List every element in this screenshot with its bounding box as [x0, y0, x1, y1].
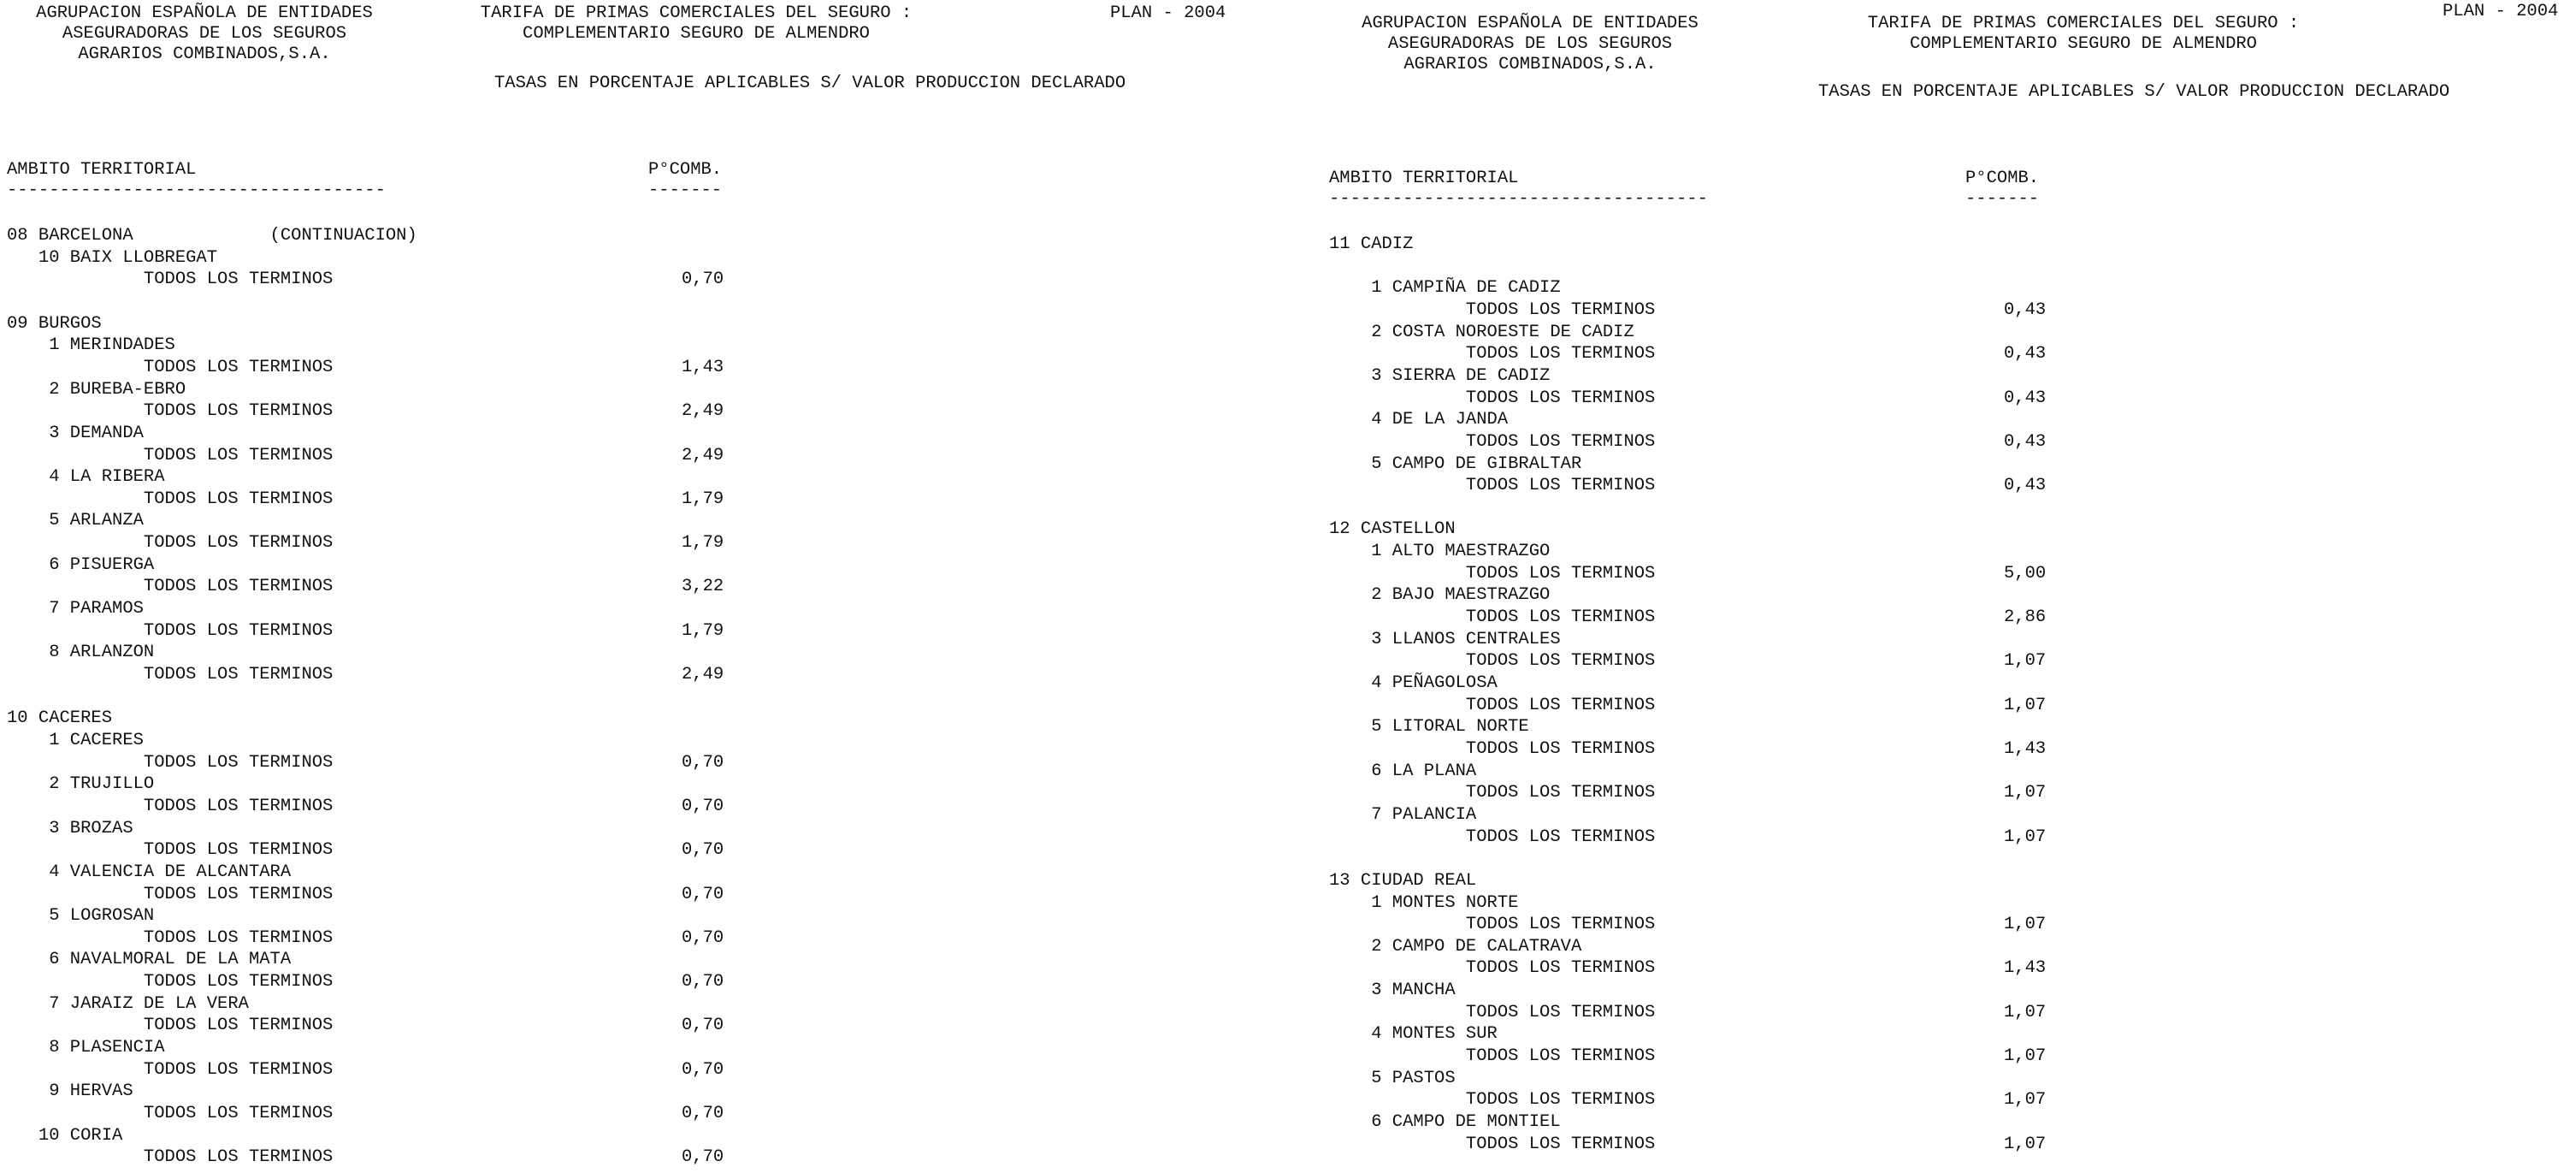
- territory-line: 5 LITORAL NORTE: [1329, 717, 1529, 737]
- municipality-line: TODOS LOS TERMINOS: [1329, 783, 1656, 803]
- rate-value: 0,43: [2004, 344, 2047, 364]
- company-header: AGRUPACION ESPAÑOLA DE ENTIDADES ASEGURADORAS DE LOS SEGUROS AGRARIOS COMBINADOS,S.A.: [1362, 14, 1699, 74]
- rate-value: 1,07: [2004, 1134, 2047, 1154]
- territory-line: 09 BURGOS: [7, 314, 102, 334]
- rate-value: 0,70: [682, 1016, 724, 1035]
- tariff-title: TARIFA DE PRIMAS COMERCIALES DEL SEGURO : COMPLEMENTARIO SEGURO DE ALMENDRO: [1867, 14, 2300, 54]
- territory-line: 3 BROZAS: [7, 819, 133, 838]
- municipality-line: TODOS LOS TERMINOS: [7, 533, 334, 553]
- territory-line: 5 LOGROSAN: [7, 906, 155, 926]
- territory-line: 4 PEÑAGOLOSA: [1329, 673, 1498, 693]
- municipality-line: TODOS LOS TERMINOS: [7, 270, 334, 289]
- rate-value: 2,49: [682, 446, 724, 465]
- territory-line: 5 PASTOS: [1329, 1069, 1456, 1088]
- rate-value: 0,70: [682, 840, 724, 860]
- municipality-line: TODOS LOS TERMINOS: [7, 621, 334, 641]
- territory-line: 7 JARAIZ DE LA VERA: [7, 994, 249, 1014]
- territory-line: 10 CORIA: [7, 1126, 123, 1146]
- territory-line: 2 COSTA NOROESTE DE CADIZ: [1329, 323, 1634, 342]
- territory-line: 9 HERVAS: [7, 1081, 133, 1101]
- territory-line: 11 CADIZ: [1329, 234, 1414, 254]
- territory-line: 2 CAMPO DE CALATRAVA: [1329, 937, 1582, 957]
- rate-value: 1,07: [2004, 827, 2047, 847]
- municipality-line: TODOS LOS TERMINOS: [7, 1060, 334, 1080]
- rates-subtitle: TASAS EN PORCENTAJE APLICABLES S/ VALOR PRODUCCION DECLARADO: [494, 74, 1126, 93]
- territory-line: 3 DEMANDA: [7, 424, 144, 443]
- territory-line: 2 BAJO MAESTRAZGO: [1329, 585, 1551, 605]
- territory-line: 5 ARLANZA: [7, 511, 144, 530]
- territory-line: 1 MERINDADES: [7, 335, 175, 355]
- territory-line: 3 LLANOS CENTRALES: [1329, 630, 1561, 649]
- column-header-ambito: AMBITO TERRITORIAL: [1329, 169, 1519, 188]
- municipality-line: TODOS LOS TERMINOS: [1329, 958, 1656, 978]
- page-right: [1326, 0, 2576, 1173]
- municipality-line: TODOS LOS TERMINOS: [1329, 1090, 1656, 1110]
- territory-line: 7 PARAMOS: [7, 599, 144, 619]
- municipality-line: TODOS LOS TERMINOS: [1329, 696, 1656, 715]
- municipality-line: TODOS LOS TERMINOS: [7, 358, 334, 377]
- rate-value: 0,70: [682, 928, 724, 948]
- rate-value: 0,70: [682, 270, 724, 289]
- rate-value: 0,43: [2004, 432, 2047, 452]
- municipality-line: TODOS LOS TERMINOS: [7, 840, 334, 860]
- rate-value: 0,43: [2004, 476, 2047, 495]
- rate-value: 1,07: [2004, 1003, 2047, 1022]
- rate-value: 1,07: [2004, 1090, 2047, 1110]
- column-rule-ambito: ------------------------------------: [1329, 189, 1708, 209]
- rate-value: 0,70: [682, 797, 724, 816]
- rate-value: 1,07: [2004, 783, 2047, 803]
- rate-value: 0,70: [682, 753, 724, 773]
- municipality-line: TODOS LOS TERMINOS: [1329, 827, 1656, 847]
- municipality-line: TODOS LOS TERMINOS: [1329, 651, 1656, 671]
- rate-value: 1,07: [2004, 1046, 2047, 1066]
- municipality-line: TODOS LOS TERMINOS: [1329, 344, 1656, 364]
- municipality-line: TODOS LOS TERMINOS: [1329, 607, 1656, 627]
- municipality-line: TODOS LOS TERMINOS: [1329, 1003, 1656, 1022]
- rate-value: 1,43: [2004, 739, 2047, 759]
- municipality-line: TODOS LOS TERMINOS: [7, 489, 334, 509]
- rate-value: 0,70: [682, 972, 724, 992]
- rate-value: 1,43: [682, 358, 724, 377]
- municipality-line: TODOS LOS TERMINOS: [7, 1016, 334, 1035]
- column-header-pcomb: P°COMB.: [648, 160, 723, 180]
- rate-value: 0,43: [2004, 300, 2047, 320]
- municipality-line: TODOS LOS TERMINOS: [1329, 1134, 1656, 1154]
- territory-line: 08 BARCELONA (CONTINUACION): [7, 226, 417, 246]
- territory-line: 1 CAMPIÑA DE CADIZ: [1329, 278, 1561, 298]
- column-rule-pcomb: -------: [1965, 189, 2040, 209]
- territory-line: 10 BAIX LLOBREGAT: [7, 248, 218, 268]
- plan-label: PLAN - 2004: [1110, 3, 1226, 23]
- rate-value: 1,07: [2004, 651, 2047, 671]
- municipality-line: TODOS LOS TERMINOS: [7, 753, 334, 773]
- territory-line: 6 NAVALMORAL DE LA MATA: [7, 950, 292, 969]
- territory-line: 6 PISUERGA: [7, 555, 155, 575]
- territory-line: 3 MANCHA: [1329, 980, 1456, 1000]
- territory-line: 6 CAMPO DE MONTIEL: [1329, 1112, 1561, 1132]
- rate-value: 1,79: [682, 533, 724, 553]
- rate-value: 1,07: [2004, 915, 2047, 934]
- company-header: AGRUPACION ESPAÑOLA DE ENTIDADES ASEGURADORAS DE LOS SEGUROS AGRARIOS COMBINADOS,S.A.: [36, 3, 373, 64]
- territory-line: 12 CASTELLON: [1329, 519, 1456, 539]
- rate-value: 0,70: [682, 1104, 724, 1123]
- territory-line: 5 CAMPO DE GIBRALTAR: [1329, 454, 1582, 474]
- territory-line: 10 CACERES: [7, 708, 113, 728]
- municipality-line: TODOS LOS TERMINOS: [1329, 432, 1656, 452]
- rate-value: 5,00: [2004, 564, 2047, 584]
- municipality-line: TODOS LOS TERMINOS: [7, 577, 334, 596]
- tariff-title: TARIFA DE PRIMAS COMERCIALES DEL SEGURO : COMPLEMENTARIO SEGURO DE ALMENDRO: [480, 3, 913, 44]
- column-rule-pcomb: -------: [648, 181, 723, 200]
- municipality-line: TODOS LOS TERMINOS: [7, 1147, 334, 1167]
- territory-line: 13 CIUDAD REAL: [1329, 871, 1477, 891]
- municipality-line: TODOS LOS TERMINOS: [1329, 1046, 1656, 1066]
- territory-line: 4 VALENCIA DE ALCANTARA: [7, 862, 292, 882]
- municipality-line: TODOS LOS TERMINOS: [7, 401, 334, 421]
- rate-value: 1,79: [682, 489, 724, 509]
- territory-line: 3 SIERRA DE CADIZ: [1329, 366, 1551, 386]
- rate-value: 1,07: [2004, 696, 2047, 715]
- municipality-line: TODOS LOS TERMINOS: [7, 446, 334, 465]
- rate-value: 0,70: [682, 885, 724, 904]
- municipality-line: TODOS LOS TERMINOS: [7, 928, 334, 948]
- municipality-line: TODOS LOS TERMINOS: [1329, 564, 1656, 584]
- rate-value: 1,79: [682, 621, 724, 641]
- territory-line: 1 CACERES: [7, 731, 144, 750]
- rate-value: 0,70: [682, 1147, 724, 1167]
- municipality-line: TODOS LOS TERMINOS: [1329, 388, 1656, 408]
- territory-line: 1 MONTES NORTE: [1329, 893, 1519, 913]
- municipality-line: TODOS LOS TERMINOS: [7, 1104, 334, 1123]
- municipality-line: TODOS LOS TERMINOS: [7, 972, 334, 992]
- municipality-line: TODOS LOS TERMINOS: [1329, 300, 1656, 320]
- territory-line: 4 LA RIBERA: [7, 467, 165, 487]
- territory-line: 6 LA PLANA: [1329, 761, 1477, 781]
- territory-line: 7 PALANCIA: [1329, 805, 1477, 825]
- municipality-line: TODOS LOS TERMINOS: [7, 885, 334, 904]
- territory-line: 2 TRUJILLO: [7, 774, 155, 794]
- page-left: [0, 0, 1266, 1173]
- rate-value: 2,86: [2004, 607, 2047, 627]
- municipality-line: TODOS LOS TERMINOS: [1329, 915, 1656, 934]
- column-rule-ambito: ------------------------------------: [7, 181, 386, 200]
- rate-value: 0,43: [2004, 388, 2047, 408]
- rate-value: 3,22: [682, 577, 724, 596]
- rate-value: 1,43: [2004, 958, 2047, 978]
- municipality-line: TODOS LOS TERMINOS: [1329, 476, 1656, 495]
- column-header-pcomb: P°COMB.: [1965, 169, 2040, 188]
- territory-line: 8 ARLANZON: [7, 643, 155, 662]
- territory-line: 1 ALTO MAESTRAZGO: [1329, 542, 1551, 561]
- municipality-line: TODOS LOS TERMINOS: [7, 797, 334, 816]
- municipality-line: TODOS LOS TERMINOS: [1329, 739, 1656, 759]
- municipality-line: TODOS LOS TERMINOS: [7, 665, 334, 684]
- rate-value: 0,70: [682, 1060, 724, 1080]
- territory-line: 8 PLASENCIA: [7, 1038, 165, 1057]
- rate-value: 2,49: [682, 665, 724, 684]
- territory-line: 4 MONTES SUR: [1329, 1024, 1498, 1044]
- territory-line: 2 BUREBA-EBRO: [7, 380, 186, 400]
- rate-value: 2,49: [682, 401, 724, 421]
- territory-line: 4 DE LA JANDA: [1329, 410, 1509, 430]
- rates-subtitle: TASAS EN PORCENTAJE APLICABLES S/ VALOR PRODUCCION DECLARADO: [1818, 82, 2450, 102]
- plan-label: PLAN - 2004: [2443, 2, 2559, 21]
- column-header-ambito: AMBITO TERRITORIAL: [7, 160, 197, 180]
